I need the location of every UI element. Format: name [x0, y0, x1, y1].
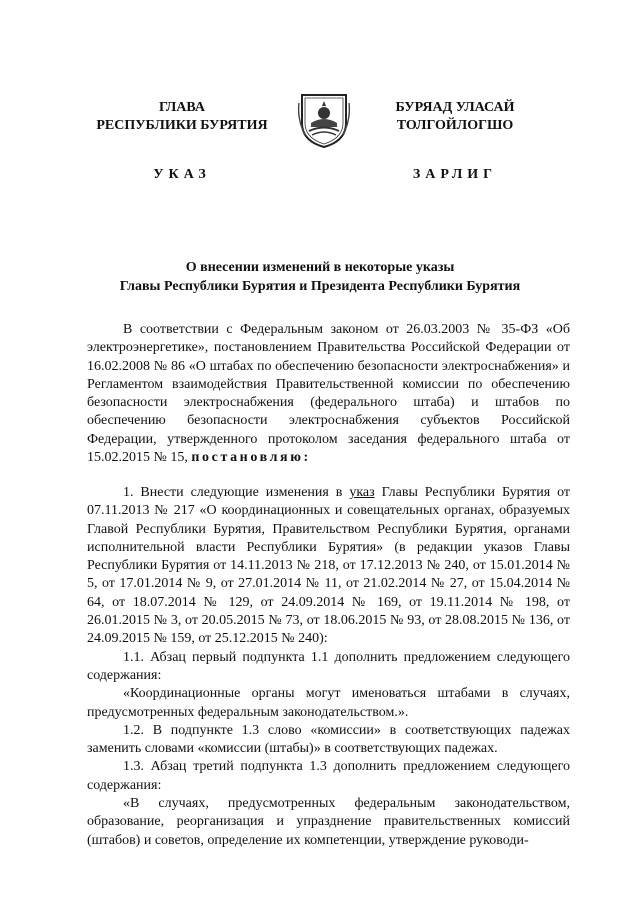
- document-title: [62, 258, 578, 296]
- decree-link[interactable]: указ: [349, 485, 375, 500]
- subitem-1-3: 1.3. Абзац третий подпункта 1.3 дополнить предложением следующего содержания:: [87, 759, 570, 793]
- header-left: [62, 99, 302, 184]
- header-left-line1: ГЛАВА: [159, 100, 205, 115]
- quote-1-1: «Координационные органы могут именоваться штабами в случаях, предусмотренных федеральным законодательством.».: [87, 686, 570, 720]
- header-right-line1: БУРЯАД УЛАСАЙ: [395, 100, 515, 115]
- header-right: [330, 99, 580, 184]
- subitem-1-1: 1.1. Абзац первый подпункта 1.1 дополнить предложением следующего содержания:: [87, 649, 570, 683]
- subitem-1-2: 1.2. В подпункте 1.3 слово «комиссии» в соответствующих падежах заменить словами «комиссии (штабы)» в соответствующих падежах.: [87, 722, 570, 757]
- preamble-text: В соответствии с Федеральным законом от 26.03.2003 № 35-ФЗ «Об электроэнергетике», постановлением Правительства Российской Федерации от 16.02.2008 № 86 «О штабах по обеспечению безопасности электроснабжения» и Регламентом взаимодействия Правительственной комиссии по обеспечению безопасности электроснабжения (федерального штаба) и штабов по обеспечению безопасности электроснабжения субъектов Российской Федерации, утвержденного протоколом заседания федерального штаба от 15.02.2015 № 15,: [87, 322, 570, 466]
- quote-1-3: «В случаях, предусмотренных федеральным законодательством, образование, реорганизация и упразднение правительственных комиссий (штабов) и советов, определение их компетенции, утверждение руководи-: [87, 796, 570, 848]
- title-line2: Главы Республики Бурятия и Президента Республики Бурятия: [119, 279, 521, 294]
- item-1: [87, 484, 570, 649]
- header-left-doc-type: УКАЗ: [153, 167, 211, 182]
- header-left-line2: РЕСПУБЛИКИ БУРЯТИЯ: [96, 118, 268, 133]
- decree-items: [87, 484, 570, 850]
- title-line1: О внесении изменений в некоторые указы: [185, 260, 455, 275]
- header-right-doc-type: ЗАРЛИГ: [412, 167, 498, 182]
- header-right-line2: ТОЛГОЙЛОГШО: [396, 118, 514, 133]
- decree-word: постановляю:: [191, 450, 311, 466]
- item-1-pre: 1. Внести следующие изменения в: [123, 485, 350, 500]
- preamble: [87, 321, 570, 467]
- item-1-post: Главы Республики Бурятия от 07.11.2013 № 217 «О координационных и совещательных органах, образуемых Главой Республики Бурятия, Правительством Республики Бурятия, органами исполнительной власти Республики Бурятия» (в редакции указов Главы Республики Бурятия от 14.11.2013 № 218, от 17.12.2013 № 240, от 15.01.2014 № 5, от 17.01.2014 № 9, от 27.01.2014 № 11, от 21.02.2014 № 27, от 15.04.2014 № 64, от 18.07.2014 № 129, от 24.09.2014 № 169, от 19.11.2014 № 198, от 26.01.2015 № 3, от 20.05.2015 № 73, от 18.06.2015 № 93, от 28.08.2015 № 136, от 24.09.2015 № 159, от 25.12.2015 № 240):: [87, 485, 571, 647]
